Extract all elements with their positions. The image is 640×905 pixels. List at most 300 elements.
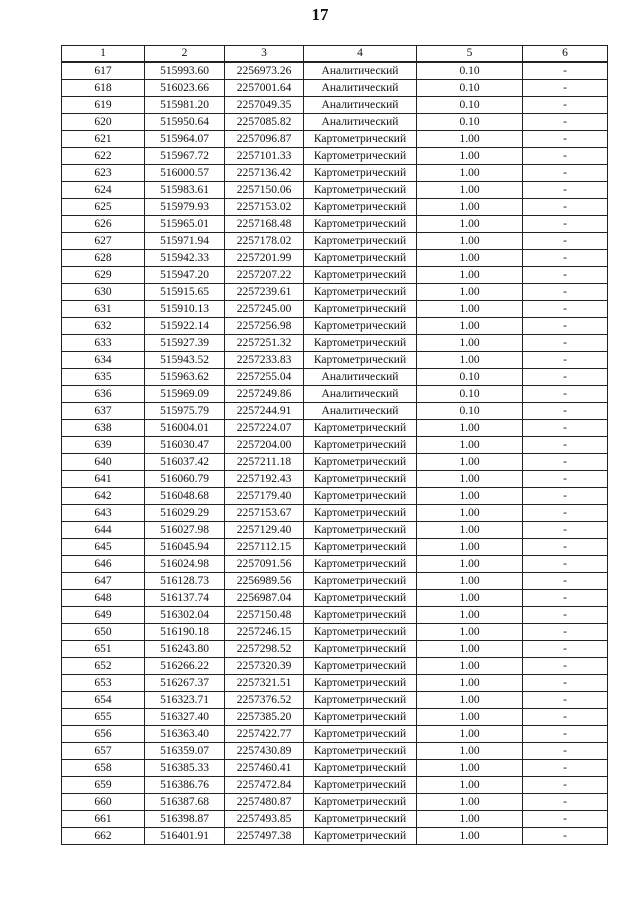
method-cell: Картометрический	[304, 624, 417, 641]
accuracy-cell: 1.00	[417, 607, 523, 624]
point-number-cell: 636	[62, 386, 145, 403]
table-row	[62, 692, 608, 709]
method-cell: Картометрический	[304, 692, 417, 709]
x-coordinate-cell: 516128.73	[145, 573, 225, 590]
note-cell: -	[523, 556, 608, 573]
point-number-cell: 662	[62, 828, 145, 845]
x-coordinate-cell: 516000.57	[145, 165, 225, 182]
method-cell: Аналитический	[304, 369, 417, 386]
page-number: 17	[311, 5, 329, 24]
note-cell: -	[523, 692, 608, 709]
x-coordinate-cell: 516359.07	[145, 743, 225, 760]
y-coordinate-cell: 2257101.33	[225, 148, 304, 165]
x-coordinate-cell: 516190.18	[145, 624, 225, 641]
note-cell: -	[523, 420, 608, 437]
point-number-cell: 634	[62, 352, 145, 369]
accuracy-cell: 1.00	[417, 760, 523, 777]
method-cell: Картометрический	[304, 471, 417, 488]
point-number-cell: 625	[62, 199, 145, 216]
note-cell: -	[523, 794, 608, 811]
method-cell: Картометрический	[304, 794, 417, 811]
y-coordinate-cell: 2257480.87	[225, 794, 304, 811]
note-cell: -	[523, 403, 608, 420]
point-number-cell: 623	[62, 165, 145, 182]
point-number-cell: 627	[62, 233, 145, 250]
accuracy-cell: 1.00	[417, 216, 523, 233]
x-coordinate-cell: 515971.94	[145, 233, 225, 250]
note-cell: -	[523, 369, 608, 386]
table-row	[62, 318, 608, 335]
point-number-cell: 638	[62, 420, 145, 437]
note-cell: -	[523, 80, 608, 97]
accuracy-cell: 1.00	[417, 692, 523, 709]
accuracy-cell: 1.00	[417, 811, 523, 828]
table-row	[62, 97, 608, 114]
table-row	[62, 624, 608, 641]
note-cell: -	[523, 454, 608, 471]
table-row	[62, 267, 608, 284]
accuracy-cell: 1.00	[417, 182, 523, 199]
method-cell: Аналитический	[304, 114, 417, 131]
table-row	[62, 454, 608, 471]
note-cell: -	[523, 709, 608, 726]
y-coordinate-cell: 2257320.39	[225, 658, 304, 675]
x-coordinate-cell: 515927.39	[145, 335, 225, 352]
accuracy-cell: 1.00	[417, 709, 523, 726]
method-cell: Картометрический	[304, 811, 417, 828]
y-coordinate-cell: 2257376.52	[225, 692, 304, 709]
accuracy-cell: 1.00	[417, 437, 523, 454]
point-number-cell: 650	[62, 624, 145, 641]
y-coordinate-cell: 2257244.91	[225, 403, 304, 420]
point-number-cell: 640	[62, 454, 145, 471]
method-cell: Картометрический	[304, 726, 417, 743]
header-cell: 2	[145, 46, 225, 63]
x-coordinate-cell: 515964.07	[145, 131, 225, 148]
accuracy-cell: 1.00	[417, 165, 523, 182]
x-coordinate-cell: 516398.87	[145, 811, 225, 828]
accuracy-cell: 1.00	[417, 488, 523, 505]
note-cell: -	[523, 760, 608, 777]
table-row	[62, 437, 608, 454]
x-coordinate-cell: 515947.20	[145, 267, 225, 284]
method-cell: Картометрический	[304, 216, 417, 233]
note-cell: -	[523, 743, 608, 760]
accuracy-cell: 1.00	[417, 148, 523, 165]
point-number-cell: 645	[62, 539, 145, 556]
y-coordinate-cell: 2257168.48	[225, 216, 304, 233]
note-cell: -	[523, 199, 608, 216]
accuracy-cell: 1.00	[417, 794, 523, 811]
accuracy-cell: 1.00	[417, 454, 523, 471]
y-coordinate-cell: 2257049.35	[225, 97, 304, 114]
table-row	[62, 760, 608, 777]
x-coordinate-cell: 516267.37	[145, 675, 225, 692]
x-coordinate-cell: 516037.42	[145, 454, 225, 471]
method-cell: Картометрический	[304, 454, 417, 471]
method-cell: Картометрический	[304, 182, 417, 199]
accuracy-cell: 1.00	[417, 624, 523, 641]
method-cell: Картометрический	[304, 420, 417, 437]
header-cell: 4	[304, 46, 417, 63]
table-row	[62, 335, 608, 352]
table-row	[62, 658, 608, 675]
table-row	[62, 250, 608, 267]
y-coordinate-cell: 2257472.84	[225, 777, 304, 794]
method-cell: Картометрический	[304, 233, 417, 250]
x-coordinate-cell: 516137.74	[145, 590, 225, 607]
method-cell: Картометрический	[304, 352, 417, 369]
table-body	[62, 62, 608, 845]
accuracy-cell: 1.00	[417, 505, 523, 522]
table-row	[62, 471, 608, 488]
accuracy-cell: 1.00	[417, 318, 523, 335]
x-coordinate-cell: 516243.80	[145, 641, 225, 658]
point-number-cell: 654	[62, 692, 145, 709]
table-row	[62, 182, 608, 199]
table-row	[62, 522, 608, 539]
note-cell: -	[523, 437, 608, 454]
table-row	[62, 777, 608, 794]
accuracy-cell: 1.00	[417, 522, 523, 539]
method-cell: Картометрический	[304, 335, 417, 352]
note-cell: -	[523, 624, 608, 641]
table-row	[62, 403, 608, 420]
point-number-cell: 652	[62, 658, 145, 675]
y-coordinate-cell: 2257298.52	[225, 641, 304, 658]
accuracy-cell: 0.10	[417, 97, 523, 114]
accuracy-cell: 1.00	[417, 828, 523, 845]
note-cell: -	[523, 97, 608, 114]
accuracy-cell: 1.00	[417, 641, 523, 658]
accuracy-cell: 1.00	[417, 267, 523, 284]
method-cell: Картометрический	[304, 658, 417, 675]
x-coordinate-cell: 515942.33	[145, 250, 225, 267]
table-row	[62, 794, 608, 811]
header-row	[62, 46, 608, 63]
x-coordinate-cell: 515975.79	[145, 403, 225, 420]
accuracy-cell: 1.00	[417, 420, 523, 437]
table-row	[62, 148, 608, 165]
x-coordinate-cell: 515922.14	[145, 318, 225, 335]
y-coordinate-cell: 2257136.42	[225, 165, 304, 182]
y-coordinate-cell: 2257385.20	[225, 709, 304, 726]
point-number-cell: 630	[62, 284, 145, 301]
method-cell: Картометрический	[304, 539, 417, 556]
point-number-cell: 642	[62, 488, 145, 505]
point-number-cell: 656	[62, 726, 145, 743]
method-cell: Картометрический	[304, 488, 417, 505]
note-cell: -	[523, 522, 608, 539]
method-cell: Аналитический	[304, 80, 417, 97]
method-cell: Картометрический	[304, 148, 417, 165]
y-coordinate-cell: 2257249.86	[225, 386, 304, 403]
point-number-cell: 655	[62, 709, 145, 726]
y-coordinate-cell: 2257091.56	[225, 556, 304, 573]
note-cell: -	[523, 386, 608, 403]
y-coordinate-cell: 2257245.00	[225, 301, 304, 318]
method-cell: Картометрический	[304, 267, 417, 284]
x-coordinate-cell: 515993.60	[145, 62, 225, 80]
table-row	[62, 114, 608, 131]
table-row	[62, 301, 608, 318]
x-coordinate-cell: 516323.71	[145, 692, 225, 709]
accuracy-cell: 1.00	[417, 284, 523, 301]
x-coordinate-cell: 515981.20	[145, 97, 225, 114]
table-row	[62, 80, 608, 97]
y-coordinate-cell: 2257112.15	[225, 539, 304, 556]
y-coordinate-cell: 2257201.99	[225, 250, 304, 267]
accuracy-cell: 1.00	[417, 777, 523, 794]
point-number-cell: 661	[62, 811, 145, 828]
x-coordinate-cell: 516327.40	[145, 709, 225, 726]
method-cell: Аналитический	[304, 97, 417, 114]
y-coordinate-cell: 2257211.18	[225, 454, 304, 471]
note-cell: -	[523, 505, 608, 522]
table-row	[62, 131, 608, 148]
x-coordinate-cell: 515915.65	[145, 284, 225, 301]
point-number-cell: 632	[62, 318, 145, 335]
x-coordinate-cell: 515969.09	[145, 386, 225, 403]
note-cell: -	[523, 777, 608, 794]
point-number-cell: 657	[62, 743, 145, 760]
note-cell: -	[523, 165, 608, 182]
y-coordinate-cell: 2256989.56	[225, 573, 304, 590]
header-cell: 5	[417, 46, 523, 63]
method-cell: Картометрический	[304, 760, 417, 777]
accuracy-cell: 1.00	[417, 335, 523, 352]
point-number-cell: 628	[62, 250, 145, 267]
method-cell: Картометрический	[304, 607, 417, 624]
table-row	[62, 573, 608, 590]
y-coordinate-cell: 2256973.26	[225, 62, 304, 80]
point-number-cell: 646	[62, 556, 145, 573]
table-row	[62, 488, 608, 505]
method-cell: Картометрический	[304, 828, 417, 845]
y-coordinate-cell: 2257207.22	[225, 267, 304, 284]
method-cell: Картометрический	[304, 573, 417, 590]
accuracy-cell: 0.10	[417, 369, 523, 386]
point-number-cell: 617	[62, 62, 145, 80]
accuracy-cell: 1.00	[417, 658, 523, 675]
note-cell: -	[523, 284, 608, 301]
y-coordinate-cell: 2257239.61	[225, 284, 304, 301]
note-cell: -	[523, 590, 608, 607]
method-cell: Картометрический	[304, 556, 417, 573]
y-coordinate-cell: 2257153.67	[225, 505, 304, 522]
y-coordinate-cell: 2257085.82	[225, 114, 304, 131]
note-cell: -	[523, 641, 608, 658]
point-number-cell: 651	[62, 641, 145, 658]
x-coordinate-cell: 515983.61	[145, 182, 225, 199]
y-coordinate-cell: 2257233.83	[225, 352, 304, 369]
y-coordinate-cell: 2257251.32	[225, 335, 304, 352]
method-cell: Картометрический	[304, 284, 417, 301]
table-row	[62, 607, 608, 624]
accuracy-cell: 1.00	[417, 726, 523, 743]
accuracy-cell: 1.00	[417, 199, 523, 216]
method-cell: Картометрический	[304, 301, 417, 318]
y-coordinate-cell: 2257204.00	[225, 437, 304, 454]
y-coordinate-cell: 2257430.89	[225, 743, 304, 760]
y-coordinate-cell: 2257255.04	[225, 369, 304, 386]
accuracy-cell: 0.10	[417, 114, 523, 131]
point-number-cell: 653	[62, 675, 145, 692]
point-number-cell: 649	[62, 607, 145, 624]
point-number-cell: 629	[62, 267, 145, 284]
accuracy-cell: 0.10	[417, 62, 523, 80]
method-cell: Картометрический	[304, 437, 417, 454]
accuracy-cell: 0.10	[417, 386, 523, 403]
note-cell: -	[523, 828, 608, 845]
x-coordinate-cell: 516030.47	[145, 437, 225, 454]
point-number-cell: 660	[62, 794, 145, 811]
point-number-cell: 624	[62, 182, 145, 199]
accuracy-cell: 1.00	[417, 233, 523, 250]
y-coordinate-cell: 2257129.40	[225, 522, 304, 539]
x-coordinate-cell: 516004.01	[145, 420, 225, 437]
y-coordinate-cell: 2257150.48	[225, 607, 304, 624]
table-row	[62, 743, 608, 760]
accuracy-cell: 1.00	[417, 352, 523, 369]
method-cell: Картометрический	[304, 165, 417, 182]
table-row	[62, 420, 608, 437]
note-cell: -	[523, 62, 608, 80]
point-number-cell: 635	[62, 369, 145, 386]
x-coordinate-cell: 515943.52	[145, 352, 225, 369]
table-row	[62, 590, 608, 607]
note-cell: -	[523, 726, 608, 743]
y-coordinate-cell: 2257179.40	[225, 488, 304, 505]
x-coordinate-cell: 516048.68	[145, 488, 225, 505]
note-cell: -	[523, 675, 608, 692]
x-coordinate-cell: 515967.72	[145, 148, 225, 165]
x-coordinate-cell: 516027.98	[145, 522, 225, 539]
x-coordinate-cell: 516024.98	[145, 556, 225, 573]
x-coordinate-cell: 516387.68	[145, 794, 225, 811]
y-coordinate-cell: 2257497.38	[225, 828, 304, 845]
x-coordinate-cell: 516060.79	[145, 471, 225, 488]
point-number-cell: 658	[62, 760, 145, 777]
table-row	[62, 386, 608, 403]
x-coordinate-cell: 516401.91	[145, 828, 225, 845]
note-cell: -	[523, 216, 608, 233]
point-number-cell: 641	[62, 471, 145, 488]
note-cell: -	[523, 573, 608, 590]
y-coordinate-cell: 2257192.43	[225, 471, 304, 488]
point-number-cell: 621	[62, 131, 145, 148]
accuracy-cell: 1.00	[417, 301, 523, 318]
point-number-cell: 622	[62, 148, 145, 165]
table-row	[62, 726, 608, 743]
note-cell: -	[523, 658, 608, 675]
point-number-cell: 637	[62, 403, 145, 420]
point-number-cell: 643	[62, 505, 145, 522]
table-row	[62, 641, 608, 658]
y-coordinate-cell: 2257256.98	[225, 318, 304, 335]
y-coordinate-cell: 2257224.07	[225, 420, 304, 437]
x-coordinate-cell: 515979.93	[145, 199, 225, 216]
point-number-cell: 648	[62, 590, 145, 607]
table-row	[62, 709, 608, 726]
note-cell: -	[523, 301, 608, 318]
method-cell: Картометрический	[304, 675, 417, 692]
table-row	[62, 539, 608, 556]
x-coordinate-cell: 516385.33	[145, 760, 225, 777]
y-coordinate-cell: 2257460.41	[225, 760, 304, 777]
x-coordinate-cell: 515963.62	[145, 369, 225, 386]
method-cell: Аналитический	[304, 62, 417, 80]
accuracy-cell: 1.00	[417, 250, 523, 267]
y-coordinate-cell: 2257321.51	[225, 675, 304, 692]
x-coordinate-cell: 516045.94	[145, 539, 225, 556]
table-row	[62, 828, 608, 845]
method-cell: Картометрический	[304, 250, 417, 267]
point-number-cell: 620	[62, 114, 145, 131]
note-cell: -	[523, 114, 608, 131]
x-coordinate-cell: 515965.01	[145, 216, 225, 233]
method-cell: Аналитический	[304, 386, 417, 403]
x-coordinate-cell: 515910.13	[145, 301, 225, 318]
table-row	[62, 233, 608, 250]
table-row	[62, 811, 608, 828]
accuracy-cell: 1.00	[417, 539, 523, 556]
accuracy-cell: 0.10	[417, 403, 523, 420]
y-coordinate-cell: 2257153.02	[225, 199, 304, 216]
point-number-cell: 618	[62, 80, 145, 97]
method-cell: Картометрический	[304, 131, 417, 148]
method-cell: Картометрический	[304, 199, 417, 216]
method-cell: Картометрический	[304, 318, 417, 335]
x-coordinate-cell: 516023.66	[145, 80, 225, 97]
point-number-cell: 631	[62, 301, 145, 318]
table-row	[62, 284, 608, 301]
y-coordinate-cell: 2257246.15	[225, 624, 304, 641]
table-row	[62, 62, 608, 80]
x-coordinate-cell: 515950.64	[145, 114, 225, 131]
point-number-cell: 644	[62, 522, 145, 539]
x-coordinate-cell: 516029.29	[145, 505, 225, 522]
point-number-cell: 619	[62, 97, 145, 114]
method-cell: Картометрический	[304, 590, 417, 607]
method-cell: Аналитический	[304, 403, 417, 420]
table-row	[62, 165, 608, 182]
method-cell: Картометрический	[304, 522, 417, 539]
y-coordinate-cell: 2257493.85	[225, 811, 304, 828]
table-row	[62, 556, 608, 573]
point-number-cell: 647	[62, 573, 145, 590]
accuracy-cell: 0.10	[417, 80, 523, 97]
point-number-cell: 626	[62, 216, 145, 233]
note-cell: -	[523, 352, 608, 369]
note-cell: -	[523, 267, 608, 284]
y-coordinate-cell: 2256987.04	[225, 590, 304, 607]
header-cell: 6	[523, 46, 608, 63]
note-cell: -	[523, 131, 608, 148]
point-number-cell: 639	[62, 437, 145, 454]
header-cell: 1	[62, 46, 145, 63]
x-coordinate-cell: 516386.76	[145, 777, 225, 794]
note-cell: -	[523, 607, 608, 624]
note-cell: -	[523, 335, 608, 352]
method-cell: Картометрический	[304, 777, 417, 794]
y-coordinate-cell: 2257150.06	[225, 182, 304, 199]
note-cell: -	[523, 182, 608, 199]
x-coordinate-cell: 516266.22	[145, 658, 225, 675]
y-coordinate-cell: 2257422.77	[225, 726, 304, 743]
note-cell: -	[523, 488, 608, 505]
note-cell: -	[523, 250, 608, 267]
